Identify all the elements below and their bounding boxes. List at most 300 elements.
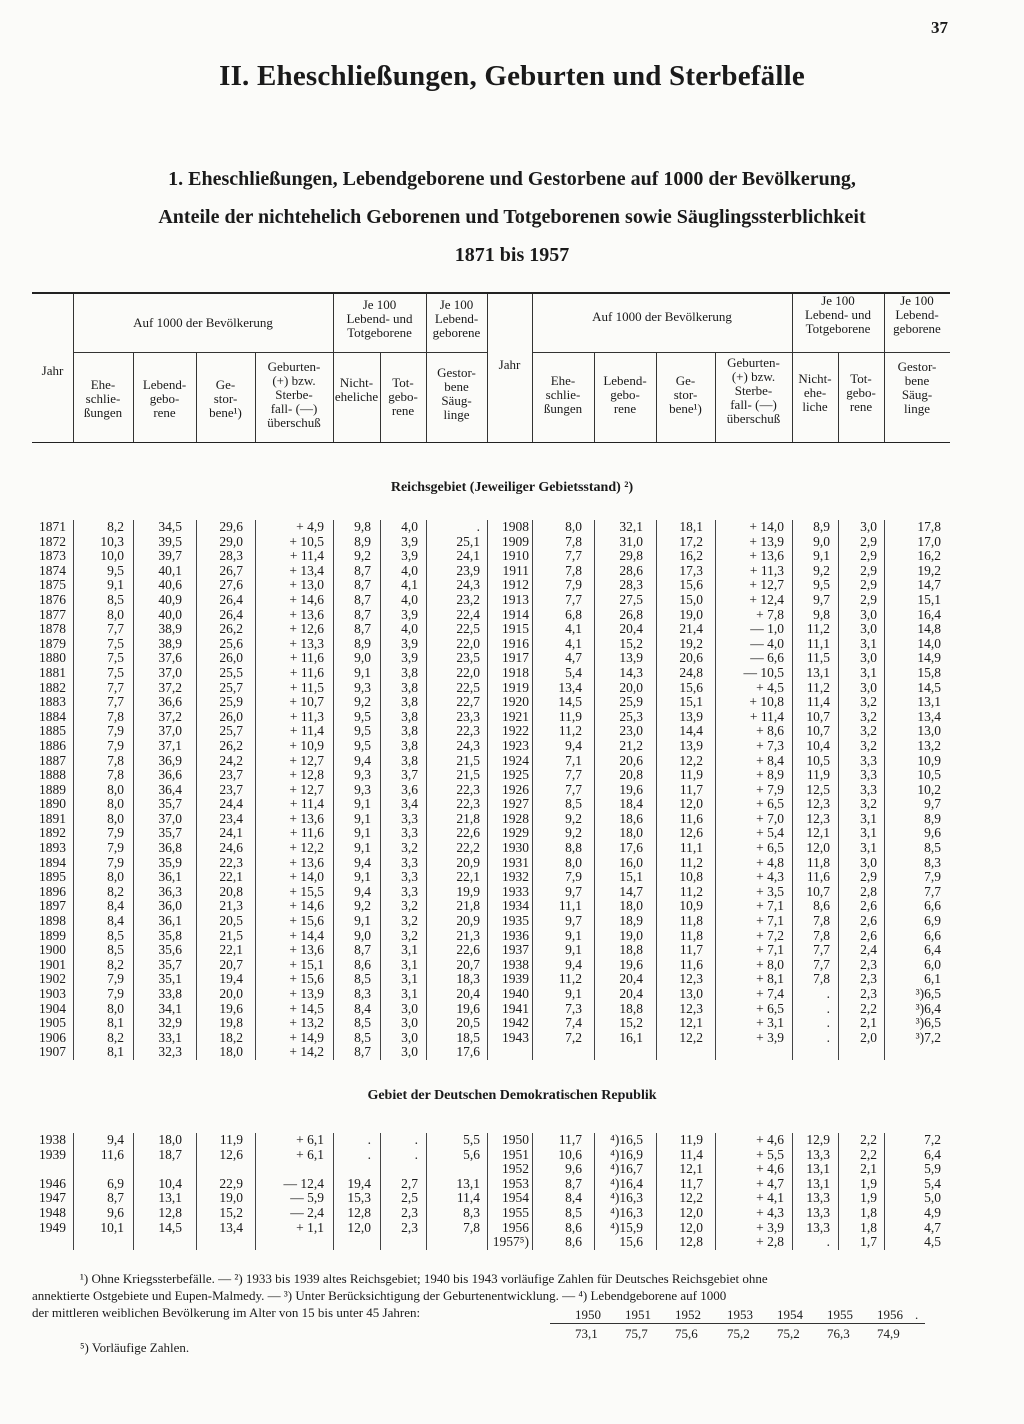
table-cell: 3,8 (401, 752, 418, 768)
table-cell: 1886 (39, 737, 66, 753)
table-cell: 10,4 (806, 737, 830, 753)
table-cell: 18,7 (158, 1146, 182, 1162)
table-cell: 11,9 (679, 1132, 703, 1147)
table-cell: 10,8 (679, 869, 703, 885)
table-cell: 1950 (502, 1132, 529, 1147)
section-heading-ddr: Gebiet der Deutschen Demokratischen Republik (367, 1088, 657, 1103)
table-cell: 11,7 (679, 942, 703, 958)
reich-left-col-year (39, 520, 66, 1060)
ddr-right-col-ehe (558, 1133, 582, 1250)
table-cell: 1928 (502, 810, 529, 826)
table-cell: 13,3 (806, 1146, 830, 1162)
column-rule (656, 1133, 657, 1250)
table-cell: 3,2 (860, 723, 877, 739)
table-cell (401, 1162, 418, 1177)
table-cell: + 8,6 (756, 723, 784, 739)
table-cell: 9,7 (813, 591, 830, 607)
table-cell: 4,0 (401, 591, 418, 607)
table-cell: 11,6 (100, 1146, 124, 1162)
table-cell: 14,0 (917, 635, 941, 651)
table-cell: 11,5 (806, 650, 830, 666)
table-cell: 1872 (39, 533, 66, 549)
table-cell: 9,5 (354, 723, 371, 739)
table-cell: 3,6 (401, 781, 418, 797)
table-cell: 38,9 (158, 635, 182, 651)
table-cell: 18,4 (619, 796, 643, 812)
table-cell: 9,4 (354, 883, 371, 899)
table-cell: + 14,4 (289, 927, 324, 943)
column-rule (196, 1133, 197, 1250)
table-cell: 1937 (502, 942, 529, 958)
table-cell: 29,0 (219, 533, 243, 549)
ddr-right-col-ueber (756, 1133, 784, 1250)
table-cell: 2,9 (860, 577, 877, 593)
group-je-100-lebend-tot-right: Je 100 Lebend- und Totgeborene (804, 293, 872, 336)
table-cell: 9,4 (354, 854, 371, 870)
table-cell: 12,0 (679, 1204, 703, 1220)
table-cell: 1912 (502, 577, 529, 593)
table-cell: 18,2 (219, 1029, 243, 1045)
table-cell: + 8,4 (756, 752, 784, 768)
table-cell: 8,2 (107, 956, 124, 972)
table-cell: 3,1 (860, 664, 877, 680)
table-cell: 1932 (502, 869, 529, 885)
table-cell: 18,1 (679, 519, 703, 534)
table-cell: 9,1 (354, 840, 371, 856)
table-cell: 3,2 (401, 898, 418, 914)
table-cell: 1934 (502, 898, 529, 914)
table-cell: 22,1 (456, 869, 480, 885)
table-cell: 24,2 (219, 752, 243, 768)
column-rule (656, 520, 657, 1060)
table-cell: 3,8 (401, 708, 418, 724)
table-cell: + 3,5 (756, 883, 784, 899)
table-cell: 26,0 (219, 708, 243, 724)
table-cell: 7,7 (565, 591, 582, 607)
table-cell: — 12,4 (283, 1175, 324, 1191)
table-cell: 11,7 (558, 1132, 582, 1147)
table-cell: 9,1 (354, 810, 371, 826)
table-cell: 1871 (39, 519, 66, 534)
table-cell: 1902 (39, 971, 66, 987)
table-cell: 1938 (39, 1132, 66, 1147)
table-cell: 12,1 (806, 825, 830, 841)
page-number: 37 (931, 18, 948, 37)
table-cell: 3,1 (860, 635, 877, 651)
table-cell: 21,5 (456, 752, 480, 768)
table-cell: 9,7 (565, 883, 582, 899)
table-cell: 17,0 (917, 533, 941, 549)
table-cell: + 13,9 (749, 533, 784, 549)
table-cell: 11,8 (806, 854, 830, 870)
ddr-right-col-tot (860, 1133, 877, 1250)
table-cell: 11,6 (679, 956, 703, 972)
table-cell (39, 1162, 66, 1177)
table-cell: 35,7 (158, 956, 182, 972)
table-cell: 7,4 (565, 1015, 582, 1031)
table-cell: 11,2 (806, 621, 830, 637)
table-cell: + 11,6 (289, 664, 324, 680)
table-cell: 2,3 (401, 1204, 418, 1220)
table-cell: 7,9 (565, 869, 582, 885)
table-cell: 22,0 (456, 664, 480, 680)
table-cell: 8,0 (107, 869, 124, 885)
table-cell: 1956 (502, 1219, 529, 1235)
table-cell: + 13,9 (289, 986, 324, 1001)
table-cell: 22,3 (456, 781, 480, 797)
table-cell: 8,2 (107, 519, 124, 534)
table-cell: 37,6 (158, 650, 182, 666)
table-cell: + 15,1 (289, 956, 324, 972)
table-cell: 12,2 (679, 1190, 703, 1206)
table-cell: + 6,5 (756, 840, 784, 856)
table-cell: 12,0 (679, 1219, 703, 1235)
table-cell: 21,3 (456, 927, 480, 943)
table-cell: 20,0 (619, 679, 643, 695)
table-cell: 10,5 (806, 752, 830, 768)
table-cell: 3,2 (401, 913, 418, 929)
table-cell: 7,8 (565, 562, 582, 578)
table-cell: 2,2 (860, 1000, 877, 1016)
table-cell: 1941 (502, 1000, 529, 1016)
table-cell: 14,5 (558, 694, 582, 710)
table-cell: 2,9 (860, 533, 877, 549)
table-cell: 12,8 (679, 1234, 703, 1250)
table-cell: 22,1 (219, 869, 243, 885)
table-cell: 1933 (502, 883, 529, 899)
table-cell: 23,2 (456, 591, 480, 607)
table-cell: 3,4 (401, 796, 418, 812)
table-cell: 3,8 (401, 694, 418, 710)
table-cell: 1897 (39, 898, 66, 914)
table-cell: 13,9 (679, 708, 703, 724)
table-cell: 25,3 (619, 708, 643, 724)
table-cell: 1924 (502, 752, 529, 768)
table-cell: 1889 (39, 781, 66, 797)
table-cell: + 4,5 (756, 679, 784, 695)
footnote-year: 1950 (575, 1307, 601, 1322)
table-cell: 3,3 (860, 767, 877, 783)
table-cell: ³)6,5 (915, 1015, 941, 1031)
table-cell: 1873 (39, 548, 66, 564)
table-cell: 18,9 (619, 913, 643, 929)
table-cell: 11,8 (679, 927, 703, 943)
table-cell: 8,9 (354, 533, 371, 549)
table-cell: 1929 (502, 825, 529, 841)
table-cell: 13,3 (806, 1204, 830, 1220)
table-cell: 19,8 (219, 1015, 243, 1031)
table-cell: 5,5 (463, 1132, 480, 1147)
table-cell: 1,8 (860, 1204, 877, 1220)
table-cell: — 1,0 (750, 621, 784, 637)
table-cell: + 11,4 (289, 723, 324, 739)
table-cell: 1939 (39, 1146, 66, 1162)
reich-left-col-nicht (354, 520, 371, 1060)
col-nichteheliche-right: Nicht- ehe- liche (798, 371, 832, 414)
footnote-year: 1956 (877, 1307, 903, 1322)
table-cell: 1899 (39, 927, 66, 943)
table-cell: 20,7 (219, 956, 243, 972)
table-cell: 37,2 (158, 708, 182, 724)
table-cell: 21,8 (456, 898, 480, 914)
reich-left-col-ueber (289, 520, 324, 1060)
table-cell: 8,5 (107, 942, 124, 958)
table-cell: 3,1 (860, 825, 877, 841)
table-cell: 22,4 (456, 606, 480, 622)
table-cell: + 4,6 (756, 1161, 784, 1177)
table-cell: 26,2 (219, 737, 243, 753)
col-gestorbene-right: Ge- stor- bene¹) (669, 373, 702, 416)
table-cell: . (826, 1234, 830, 1250)
table-cell: 8,5 (107, 927, 124, 943)
reich-right-col-year (502, 520, 529, 1045)
table-cell: + 13,0 (289, 577, 324, 593)
table-cell: 37,0 (158, 723, 182, 739)
table-cell: 1880 (39, 650, 66, 666)
table-cell: 20,8 (619, 767, 643, 783)
table-cell: 8,0 (107, 781, 124, 797)
footnote-year: 1952 (675, 1307, 701, 1322)
table-cell: 1884 (39, 708, 66, 724)
table-cell: + 4,8 (756, 854, 784, 870)
column-rule (255, 1133, 256, 1250)
group-je-100-lebend-left: Je 100 Lebend- geborene (432, 297, 481, 340)
table-cell: 1893 (39, 840, 66, 856)
table-cell: 8,4 (107, 913, 124, 929)
table-cell: 1907 (39, 1044, 66, 1060)
table-cell: 1936 (502, 927, 529, 943)
table-cell: 6,9 (107, 1175, 124, 1191)
table-cell: 10,7 (806, 708, 830, 724)
table-cell: + 4,3 (756, 869, 784, 885)
table-cell: 32,3 (158, 1044, 182, 1060)
table-cell: 40,9 (158, 591, 182, 607)
table-cell: 3,8 (401, 737, 418, 753)
table-cell: 3,9 (401, 533, 418, 549)
table-cell: 1,8 (860, 1219, 877, 1235)
table-cell: 14,7 (917, 577, 941, 593)
table-cell: + 7,9 (756, 781, 784, 797)
table-cell: + 12,6 (289, 621, 324, 637)
column-rule (792, 520, 793, 1060)
table-cell: + 7,3 (756, 737, 784, 753)
table-cell: 13,1 (806, 664, 830, 680)
table-cell: 19,0 (619, 927, 643, 943)
table-cell: 22,7 (456, 694, 480, 710)
table-cell: ⁴)16,9 (610, 1146, 643, 1162)
table-cell: ⁴)16,5 (610, 1132, 643, 1147)
table-cell: + 8,0 (756, 956, 784, 972)
table-cell: . (367, 1132, 371, 1147)
table-cell: 7,9 (107, 854, 124, 870)
ddr-left-col-tot (401, 1133, 418, 1235)
footnote-year: 1954 (777, 1307, 803, 1322)
table-cell: + 4,9 (296, 519, 324, 534)
table-cell: 9,1 (354, 869, 371, 885)
table-cell: ⁴)16,4 (610, 1175, 643, 1191)
table-cell: 13,4 (558, 679, 582, 695)
reich-right-col-tot (860, 520, 877, 1045)
table-cell: 1,7 (860, 1234, 877, 1250)
table-cell: + 14,9 (289, 1029, 324, 1045)
table-cell: 18,0 (219, 1044, 243, 1060)
reich-left-col-saeug (456, 520, 480, 1060)
table-cell: 9,3 (354, 679, 371, 695)
table-cell: 18,8 (619, 1000, 643, 1016)
table-cell: 29,8 (619, 548, 643, 564)
table-cell (456, 1162, 480, 1177)
table-cell: 3,9 (401, 635, 418, 651)
table-cell: 1874 (39, 562, 66, 578)
table-cell: 8,9 (924, 810, 941, 826)
table-cell: 3,0 (860, 606, 877, 622)
table-cell: 15,1 (619, 869, 643, 885)
table-cell: 20,0 (219, 986, 243, 1001)
table-cell: 1920 (502, 694, 529, 710)
table-cell: 12,3 (806, 810, 830, 826)
table-cell: 16,2 (679, 548, 703, 564)
table-cell: 1957⁵) (492, 1234, 529, 1250)
table-cell: 7,8 (565, 533, 582, 549)
table-cell: 7,7 (565, 548, 582, 564)
table-cell: 1,9 (860, 1175, 877, 1191)
table-cell: 7,9 (107, 986, 124, 1001)
table-cell: 8,3 (463, 1204, 480, 1220)
table-cell: 4,1 (401, 577, 418, 593)
table-cell: 3,3 (401, 825, 418, 841)
table-cell: + 6,5 (756, 796, 784, 812)
table-cell: 36,3 (158, 883, 182, 899)
table-cell: 11,4 (806, 694, 830, 710)
table-cell: 7,7 (107, 679, 124, 695)
col-lebendgeborene-right: Lebend- gebo- rene (603, 373, 647, 416)
table-cell: + 7,1 (756, 913, 784, 929)
table-cell: 3,9 (401, 548, 418, 564)
col-eheschliessungen-left: Ehe- schlie- ßungen (83, 377, 123, 420)
table-cell: 9,2 (813, 562, 830, 578)
table-cell: 2,7 (401, 1175, 418, 1191)
table-cell: + 3,1 (756, 1015, 784, 1031)
table-cell: 1892 (39, 825, 66, 841)
table-cell: 11,8 (679, 913, 703, 929)
table-cell: 7,9 (924, 869, 941, 885)
ddr-right-col-nicht (806, 1133, 830, 1250)
table-cell: 1,9 (860, 1190, 877, 1206)
table-cell: 14,5 (158, 1219, 182, 1235)
table-cell: + 14,0 (749, 519, 784, 534)
table-cell: + 13,2 (289, 1015, 324, 1031)
table-cell: 1939 (502, 971, 529, 987)
table-cell: 33,8 (158, 986, 182, 1001)
ddr-left-col-year (39, 1133, 66, 1235)
table-cell: 10,7 (806, 883, 830, 899)
reich-right-col-saeug (916, 520, 941, 1045)
table-cell: 24,3 (456, 577, 480, 593)
table-cell: 31,0 (619, 533, 643, 549)
table-cell: 13,2 (917, 737, 941, 753)
col-saeuglinge-left: Gestor- bene Säug- linge (437, 365, 476, 422)
table-cell: 11,2 (558, 971, 582, 987)
column-rule (133, 1133, 134, 1250)
table-cell: 2,9 (860, 548, 877, 564)
table-cell: 3,3 (401, 883, 418, 899)
table-cell: ⁴)16,3 (610, 1190, 643, 1206)
table-cell: 7,9 (565, 577, 582, 593)
table-cell: 9,2 (565, 825, 582, 841)
reich-left-col-gest (219, 520, 243, 1060)
table-cell: 13,1 (158, 1190, 182, 1206)
table-cell: 1895 (39, 869, 66, 885)
table-cell: 22,3 (456, 723, 480, 739)
table-cell: 7,9 (107, 971, 124, 987)
column-rule (532, 1133, 533, 1250)
table-cell: 3,0 (401, 1000, 418, 1016)
table-cell: 28,6 (619, 562, 643, 578)
table-cell: 4,1 (565, 635, 582, 651)
table-cell: 1951 (502, 1146, 529, 1162)
table-cell: + 7,2 (756, 927, 784, 943)
reich-left-col-ehe (100, 520, 124, 1060)
table-cell: 26,8 (619, 606, 643, 622)
table-cell: + 6,5 (756, 1000, 784, 1016)
table-cell: 2,2 (860, 1132, 877, 1147)
col-saeuglinge-right: Gestor- bene Säug- linge (897, 359, 937, 416)
table-cell: 22,0 (456, 635, 480, 651)
table-cell: 10,1 (100, 1219, 124, 1235)
table-cell: 8,0 (107, 796, 124, 812)
table-cell: 18,5 (456, 1029, 480, 1045)
ddr-left-col-nicht (347, 1133, 371, 1235)
table-cell: 3,0 (401, 1015, 418, 1031)
table-cell: 2,5 (401, 1190, 418, 1206)
table-cell: 5,4 (924, 1175, 941, 1191)
table-cell: 14,9 (917, 650, 941, 666)
table-cell: 9,1 (107, 577, 124, 593)
footnote-value: 76,3 (827, 1326, 850, 1341)
table-cell: 3,0 (860, 650, 877, 666)
table-cell: 8,1 (107, 1044, 124, 1060)
table-cell: 1881 (39, 664, 66, 680)
table-cell: 1903 (39, 986, 66, 1001)
table-cell: 3,0 (860, 519, 877, 534)
table-cell: 9,7 (565, 913, 582, 929)
table-cell: + 4,1 (756, 1190, 784, 1206)
table-cell: 7,8 (813, 971, 830, 987)
table-cell: 7,9 (107, 737, 124, 753)
table-cell: 3,7 (401, 767, 418, 783)
column-rule (594, 520, 595, 1060)
table-cell: 3,3 (860, 781, 877, 797)
table-cell: 9,1 (354, 913, 371, 929)
table-cell: 12,5 (806, 781, 830, 797)
table-cell: 1904 (39, 1000, 66, 1016)
table-cell: 15,1 (917, 591, 941, 607)
table-cell: 3,2 (860, 708, 877, 724)
table-cell: 25,7 (219, 723, 243, 739)
table-cell: 7,7 (924, 883, 941, 899)
table-cell: 1877 (39, 606, 66, 622)
table-cell: 8,7 (354, 942, 371, 958)
footnote-value: 75,7 (625, 1326, 648, 1341)
table-cell: 12,3 (806, 796, 830, 812)
column-rule (487, 520, 488, 1060)
table-cell: 17,6 (619, 840, 643, 856)
table-cell: 4,1 (565, 621, 582, 637)
table-cell (158, 1162, 182, 1177)
table-cell (284, 1162, 325, 1177)
table-cell: 4,7 (924, 1219, 941, 1235)
table-cell: 37,2 (158, 679, 182, 695)
